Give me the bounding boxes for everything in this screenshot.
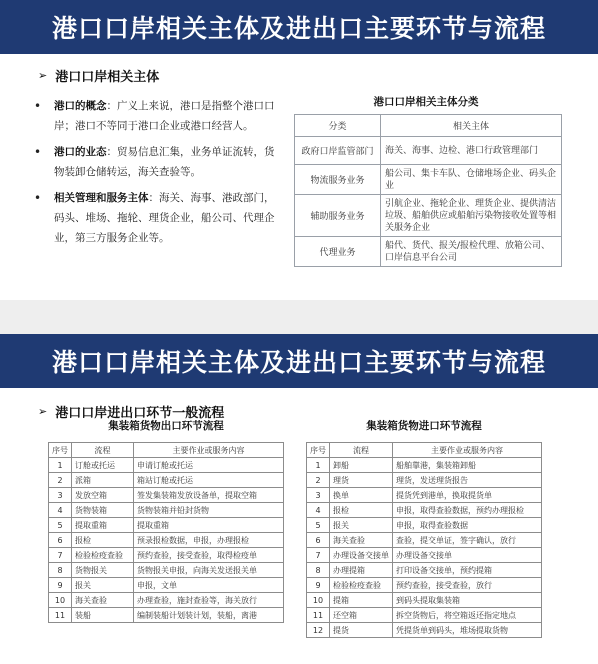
table-row xyxy=(307,578,542,593)
table-cell: 海关查验 xyxy=(330,533,393,548)
bullet-separator: ： xyxy=(106,100,117,112)
table-row xyxy=(307,503,542,518)
table-cell: 卸船 xyxy=(330,458,393,473)
table-cell: 5 xyxy=(49,518,72,533)
table-cell: 凭提货单到码头，堆场提取货物 xyxy=(393,623,542,638)
table-cell: 货物报关 xyxy=(72,563,134,578)
table-cell: 10 xyxy=(307,593,330,608)
table-cell: 申报，取得查验数据，预约办理报检 xyxy=(393,503,542,518)
table-cell: 代理业务 xyxy=(295,237,381,267)
bullet-item xyxy=(34,142,279,182)
bullet-text: 贸易信息汇集，业务单证流转，货物装卸仓储转运，海关查验等。 xyxy=(54,146,275,178)
table-row xyxy=(307,593,542,608)
table-header-cell: 主要作业或服务内容 xyxy=(134,443,284,458)
bullet-text: 广义上来说，港口是指整个港口口岸；港口不等同于港口企业或港口经营人。 xyxy=(54,100,275,132)
table-header-row xyxy=(307,443,542,458)
table-cell: 9 xyxy=(307,578,330,593)
table-row xyxy=(49,608,284,623)
table-cell: 换单 xyxy=(330,488,393,503)
slide-separator xyxy=(0,300,598,334)
table-cell: 拆空货物后，将空箱返还指定地点 xyxy=(393,608,542,623)
bullet-term: 港口的概念 xyxy=(54,100,107,112)
table-cell: 报关 xyxy=(72,578,134,593)
table-cell: 9 xyxy=(49,578,72,593)
table-cell: 报关 xyxy=(330,518,393,533)
bullet-dot-icon: • xyxy=(34,191,42,205)
table-row xyxy=(49,488,284,503)
export-process-table xyxy=(48,442,284,623)
table-cell: 引航企业、拖轮企业、理货企业、提供清洁垃圾、船舶供应或船舶污染物接收处置等相关服务企业 xyxy=(381,195,562,237)
banner-title: 港口口岸相关主体及进出口主要环节与流程 xyxy=(51,14,546,43)
table-cell: 7 xyxy=(49,548,72,563)
table-cell: 打印设备交接单，预约提箱 xyxy=(393,563,542,578)
table-cell: 订舱或托运 xyxy=(72,458,134,473)
table-cell: 6 xyxy=(49,533,72,548)
table-cell: 3 xyxy=(49,488,72,503)
table-row xyxy=(295,137,562,165)
entity-bullet-list xyxy=(34,96,279,254)
table-cell: 办理设备交接单 xyxy=(330,548,393,563)
table-cell: 10 xyxy=(49,593,72,608)
table-cell: 办理设备交接单 xyxy=(393,548,542,563)
table-header-cell: 流程 xyxy=(330,443,393,458)
table-cell: 查验，提交单证，签字确认，放行 xyxy=(393,533,542,548)
bullet-item xyxy=(34,96,279,136)
table-row xyxy=(295,165,562,195)
table-cell: 提货凭到港单，换取提货单 xyxy=(393,488,542,503)
table-cell: 提取重箱 xyxy=(134,518,284,533)
table-cell: 申请订舱或托运 xyxy=(134,458,284,473)
table-cell: 8 xyxy=(49,563,72,578)
table-cell: 预约查验，接受查验，放行 xyxy=(393,578,542,593)
table-cell: 理货 xyxy=(330,473,393,488)
table-cell: 11 xyxy=(49,608,72,623)
table-cell: 4 xyxy=(307,503,330,518)
table-cell: 到码头提取集装箱 xyxy=(393,593,542,608)
table-cell: 5 xyxy=(307,518,330,533)
section-heading-text: 港口口岸进出口环节一般流程 xyxy=(55,406,225,421)
table-header-row xyxy=(295,115,562,137)
table-cell: 2 xyxy=(307,473,330,488)
table-row xyxy=(307,518,542,533)
table-cell: 检验检疫查验 xyxy=(72,548,134,563)
table-cell: 办理提箱 xyxy=(330,563,393,578)
table-cell: 还空箱 xyxy=(330,608,393,623)
table-cell: 2 xyxy=(49,473,72,488)
section-heading xyxy=(38,66,159,85)
table-row xyxy=(49,533,284,548)
table-header-cell: 主要作业或服务内容 xyxy=(393,443,542,458)
table-cell: 预录报检数据，申报，办理报检 xyxy=(134,533,284,548)
bullet-dot-icon: • xyxy=(34,99,42,113)
table-row xyxy=(307,458,542,473)
table-cell: 编制装船计划装计划，装船，离港 xyxy=(134,608,284,623)
bullet-separator: ： xyxy=(148,192,159,204)
table-cell: 7 xyxy=(307,548,330,563)
table-row xyxy=(295,195,562,237)
bullet-text: 海关、海事、港政部门，码头、堆场、拖轮、理货企业，船公司、代理企业，第三方服务企业等。 xyxy=(54,192,275,244)
table-cell: 签发集装箱发放设备单，提取空箱 xyxy=(134,488,284,503)
bullet-term: 相关管理和服务主体 xyxy=(54,192,149,204)
table-row xyxy=(307,563,542,578)
table-cell: 政府口岸监管部门 xyxy=(295,137,381,165)
table-header-cell: 流程 xyxy=(72,443,134,458)
table-cell: 物流服务业务 xyxy=(295,165,381,195)
arrow-bullet-icon: ➢ xyxy=(38,405,48,418)
table-row xyxy=(49,593,284,608)
export-table-title: 集装箱货物出口环节流程 xyxy=(108,420,224,432)
table-row xyxy=(49,548,284,563)
table-cell: 6 xyxy=(307,533,330,548)
table-cell: 预约查验，接受查验，取得检疫单 xyxy=(134,548,284,563)
table-header-cell: 相关主体 xyxy=(381,115,562,137)
table-cell: 11 xyxy=(307,608,330,623)
slide-port-entities xyxy=(0,0,598,300)
table-cell: 提货 xyxy=(330,623,393,638)
table-cell: 报检 xyxy=(72,533,134,548)
table-row xyxy=(49,563,284,578)
table-cell: 8 xyxy=(307,563,330,578)
table-cell: 办理查验，施封查验等，海关放行 xyxy=(134,593,284,608)
table-cell: 货物装箱并铅封货物 xyxy=(134,503,284,518)
table-cell: 3 xyxy=(307,488,330,503)
table-row xyxy=(49,578,284,593)
import-table-title: 集装箱货物进口环节流程 xyxy=(366,420,482,432)
title-banner xyxy=(0,334,598,388)
table-cell: 箱站订舱或托运 xyxy=(134,473,284,488)
table-cell: 4 xyxy=(49,503,72,518)
table-cell: 船公司、集卡车队、仓储堆场企业、码头企业 xyxy=(381,165,562,195)
bullet-separator: ： xyxy=(106,146,117,158)
title-banner xyxy=(0,0,598,54)
table-row xyxy=(307,608,542,623)
bullet-term: 港口的业态 xyxy=(54,146,107,158)
table-cell: 船代、货代、报关/报检代理、放箱公司、口岸信息平台公司 xyxy=(381,237,562,267)
table-cell: 货物报关申报，向海关发送报关单 xyxy=(134,563,284,578)
table-cell: 装船 xyxy=(72,608,134,623)
table-row xyxy=(49,458,284,473)
table-header-cell: 分类 xyxy=(295,115,381,137)
table-cell: 货物装箱 xyxy=(72,503,134,518)
table-cell: 1 xyxy=(307,458,330,473)
table-row xyxy=(307,548,542,563)
bullet-item xyxy=(34,188,279,248)
table-cell: 发放空箱 xyxy=(72,488,134,503)
table-row xyxy=(49,518,284,533)
table-row xyxy=(307,488,542,503)
table-row xyxy=(49,503,284,518)
import-process-table xyxy=(306,442,542,638)
table-cell: 船舶靠港，集装箱卸船 xyxy=(393,458,542,473)
table-cell: 12 xyxy=(307,623,330,638)
table-cell: 海关查验 xyxy=(72,593,134,608)
slide-import-export-process xyxy=(0,334,598,664)
table-cell: 1 xyxy=(49,458,72,473)
table-cell: 理货，发送理货报告 xyxy=(393,473,542,488)
table-cell: 海关、海事、边检、港口行政管理部门 xyxy=(381,137,562,165)
banner-title: 港口口岸相关主体及进出口主要环节与流程 xyxy=(51,348,546,377)
table-cell: 派箱 xyxy=(72,473,134,488)
section-heading-text: 港口口岸相关主体 xyxy=(55,70,160,85)
table-row xyxy=(307,623,542,638)
entity-table-title: 港口口岸相关主体分类 xyxy=(373,96,479,108)
table-cell: 检验检疫查验 xyxy=(330,578,393,593)
table-cell: 辅助服务业务 xyxy=(295,195,381,237)
table-cell: 申报，文单 xyxy=(134,578,284,593)
table-cell: 提取重箱 xyxy=(72,518,134,533)
table-cell: 提箱 xyxy=(330,593,393,608)
table-row xyxy=(307,533,542,548)
table-row xyxy=(295,237,562,267)
table-cell: 报检 xyxy=(330,503,393,518)
table-row xyxy=(307,473,542,488)
table-cell: 申报，取得查验数据 xyxy=(393,518,542,533)
bullet-dot-icon: • xyxy=(34,145,42,159)
entity-classification-table xyxy=(294,114,562,267)
table-header-row xyxy=(49,443,284,458)
table-row xyxy=(49,473,284,488)
arrow-bullet-icon: ➢ xyxy=(38,69,48,82)
table-header-cell: 序号 xyxy=(307,443,330,458)
table-header-cell: 序号 xyxy=(49,443,72,458)
